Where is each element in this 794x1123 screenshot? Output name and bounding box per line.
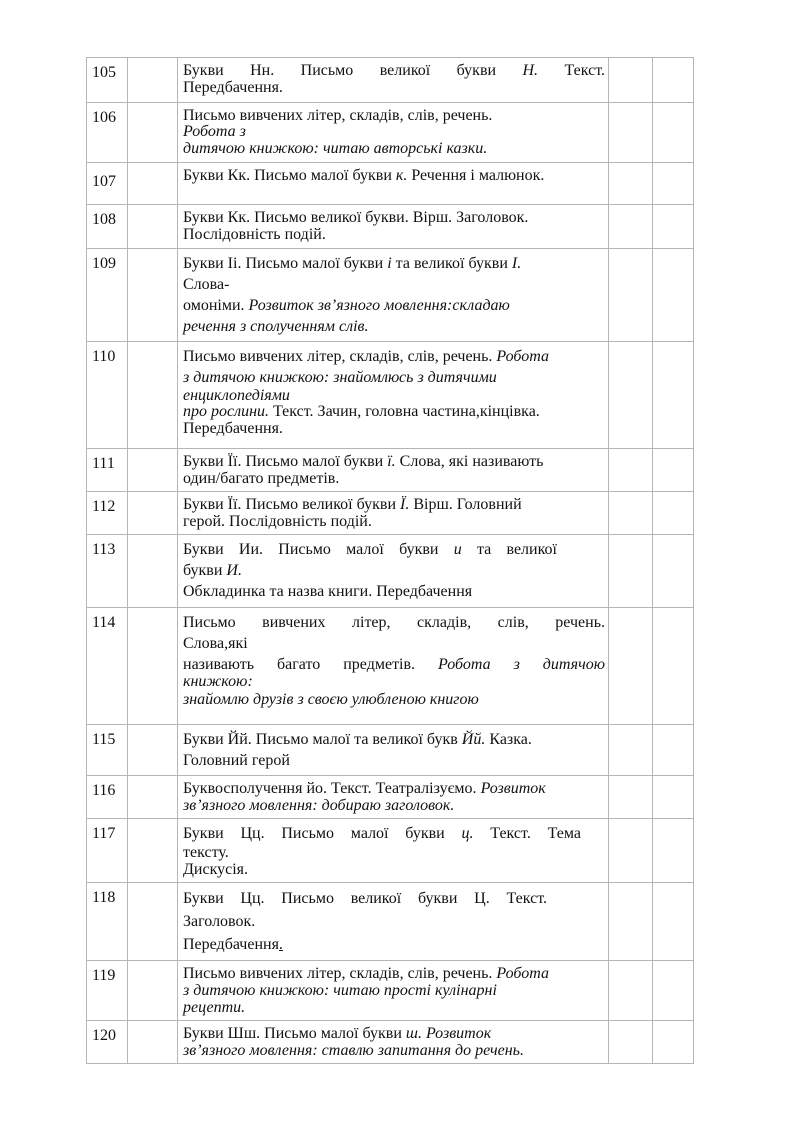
empty-cell: [653, 342, 694, 449]
lesson-number: 112: [87, 492, 128, 535]
empty-cell: [128, 103, 178, 163]
empty-cell: [653, 58, 694, 103]
lesson-number: 115: [87, 725, 128, 776]
lesson-topic: Букви Нн. Письмо великої букви Н. Текст. Передбачення.: [178, 58, 609, 103]
empty-cell: [128, 342, 178, 449]
lesson-topic: Письмо вивчених літер, складів, слів, речень. Робота з дитячою книжкою: читаю прості кулінарні рецепти.: [178, 961, 609, 1021]
empty-cell: [128, 163, 178, 205]
table-row: [87, 205, 694, 249]
table-row: [87, 342, 694, 449]
empty-cell: [609, 249, 653, 342]
lesson-number: 111: [87, 449, 128, 492]
empty-cell: [609, 449, 653, 492]
empty-cell: [609, 205, 653, 249]
empty-cell: [653, 883, 694, 961]
empty-cell: [609, 103, 653, 163]
lesson-topic: Букви Її. Письмо великої букви Ї. Вірш. Головний герой. Послідовність подій.: [178, 492, 609, 535]
empty-cell: [653, 535, 694, 608]
table-row: [87, 492, 694, 535]
empty-cell: [609, 1021, 653, 1064]
empty-cell: [128, 449, 178, 492]
empty-cell: [128, 961, 178, 1021]
table-row: [87, 58, 694, 103]
empty-cell: [609, 608, 653, 725]
lesson-number: 105: [87, 58, 128, 103]
lesson-topic: Буквосполучення йо. Текст. Театралізуємо. Розвиток зв’язного мовлення: добираю заголовок.: [178, 776, 609, 819]
empty-cell: [609, 163, 653, 205]
table-row: [87, 725, 694, 776]
empty-cell: [653, 961, 694, 1021]
empty-cell: [609, 961, 653, 1021]
lesson-topic: Букви Йй. Письмо малої та великої букв Йй. Казка. Головний герой: [178, 725, 609, 776]
lesson-number: 114: [87, 608, 128, 725]
empty-cell: [609, 776, 653, 819]
empty-cell: [653, 776, 694, 819]
table-row: [87, 449, 694, 492]
lesson-number: 117: [87, 819, 128, 883]
table-row: [87, 249, 694, 342]
lesson-topic: Букви Іі. Письмо малої букви і та великої букви І. Слова- омоніми. Розвиток зв’язного мовлення:складаю речення з сполученням слів.: [178, 249, 609, 342]
empty-cell: [653, 103, 694, 163]
empty-cell: [609, 535, 653, 608]
empty-cell: [609, 342, 653, 449]
lesson-number: 108: [87, 205, 128, 249]
table-row: [87, 103, 694, 163]
empty-cell: [653, 492, 694, 535]
lesson-plan-table: [86, 57, 694, 1064]
empty-cell: [653, 725, 694, 776]
lesson-number: 118: [87, 883, 128, 961]
empty-cell: [653, 205, 694, 249]
table-row: [87, 776, 694, 819]
lesson-number: 116: [87, 776, 128, 819]
lesson-topic: Письмо вивчених літер, складів, слів, речень. Слова,які називають багато предметів. Робота з дитячою книжкою: знайомлю друзів з своєю улюбленою книгою: [178, 608, 609, 725]
empty-cell: [128, 58, 178, 103]
empty-cell: [653, 163, 694, 205]
lesson-number: 119: [87, 961, 128, 1021]
table-row: [87, 883, 694, 961]
table-row: [87, 535, 694, 608]
empty-cell: [128, 249, 178, 342]
empty-cell: [653, 819, 694, 883]
lesson-topic: Букви Цц. Письмо великої букви Ц. Текст. Заголовок. Передбачення.: [178, 883, 609, 961]
empty-cell: [128, 725, 178, 776]
empty-cell: [128, 205, 178, 249]
table-row: [87, 961, 694, 1021]
table-row: [87, 163, 694, 205]
empty-cell: [609, 58, 653, 103]
lesson-number: 109: [87, 249, 128, 342]
empty-cell: [653, 249, 694, 342]
lesson-number: 110: [87, 342, 128, 449]
table-row: [87, 608, 694, 725]
empty-cell: [128, 883, 178, 961]
empty-cell: [609, 725, 653, 776]
empty-cell: [128, 819, 178, 883]
empty-cell: [653, 1021, 694, 1064]
empty-cell: [128, 608, 178, 725]
lesson-topic: Букви Ии. Письмо малої букви и та великої букви И. Обкладинка та назва книги. Передбачення: [178, 535, 609, 608]
lesson-number: 107: [87, 163, 128, 205]
lesson-topic: Букви Кк. Письмо малої букви к. Речення і малюнок.: [178, 163, 609, 205]
lesson-number: 106: [87, 103, 128, 163]
empty-cell: [609, 492, 653, 535]
empty-cell: [128, 776, 178, 819]
empty-cell: [653, 608, 694, 725]
empty-cell: [128, 535, 178, 608]
lesson-topic: Письмо вивчених літер, складів, слів, речень. Робота з дитячою книжкою: знайомлюсь з дитячими енциклопедіями про рослини. Текст. Зачин, головна частина,кінцівка. Передбачення.: [178, 342, 609, 449]
empty-cell: [128, 492, 178, 535]
lesson-topic: Букви Цц. Письмо малої букви ц. Текст. Тема тексту. Дискусія.: [178, 819, 609, 883]
table-row: [87, 819, 694, 883]
lesson-topic: Письмо вивчених літер, складів, слів, речень. Робота з дитячою книжкою: читаю авторські казки.: [178, 103, 609, 163]
empty-cell: [609, 819, 653, 883]
lesson-topic: Букви Її. Письмо малої букви ї. Слова, які називають один/багато предметів.: [178, 449, 609, 492]
lesson-topic: Букви Шш. Письмо малої букви ш. Розвиток зв’язного мовлення: ставлю запитання до речень.: [178, 1021, 609, 1064]
lesson-topic: Букви Кк. Письмо великої букви. Вірш. Заголовок. Послідовність подій.: [178, 205, 609, 249]
table-row: [87, 1021, 694, 1064]
lesson-number: 113: [87, 535, 128, 608]
empty-cell: [128, 1021, 178, 1064]
empty-cell: [653, 449, 694, 492]
lesson-number: 120: [87, 1021, 128, 1064]
empty-cell: [609, 883, 653, 961]
